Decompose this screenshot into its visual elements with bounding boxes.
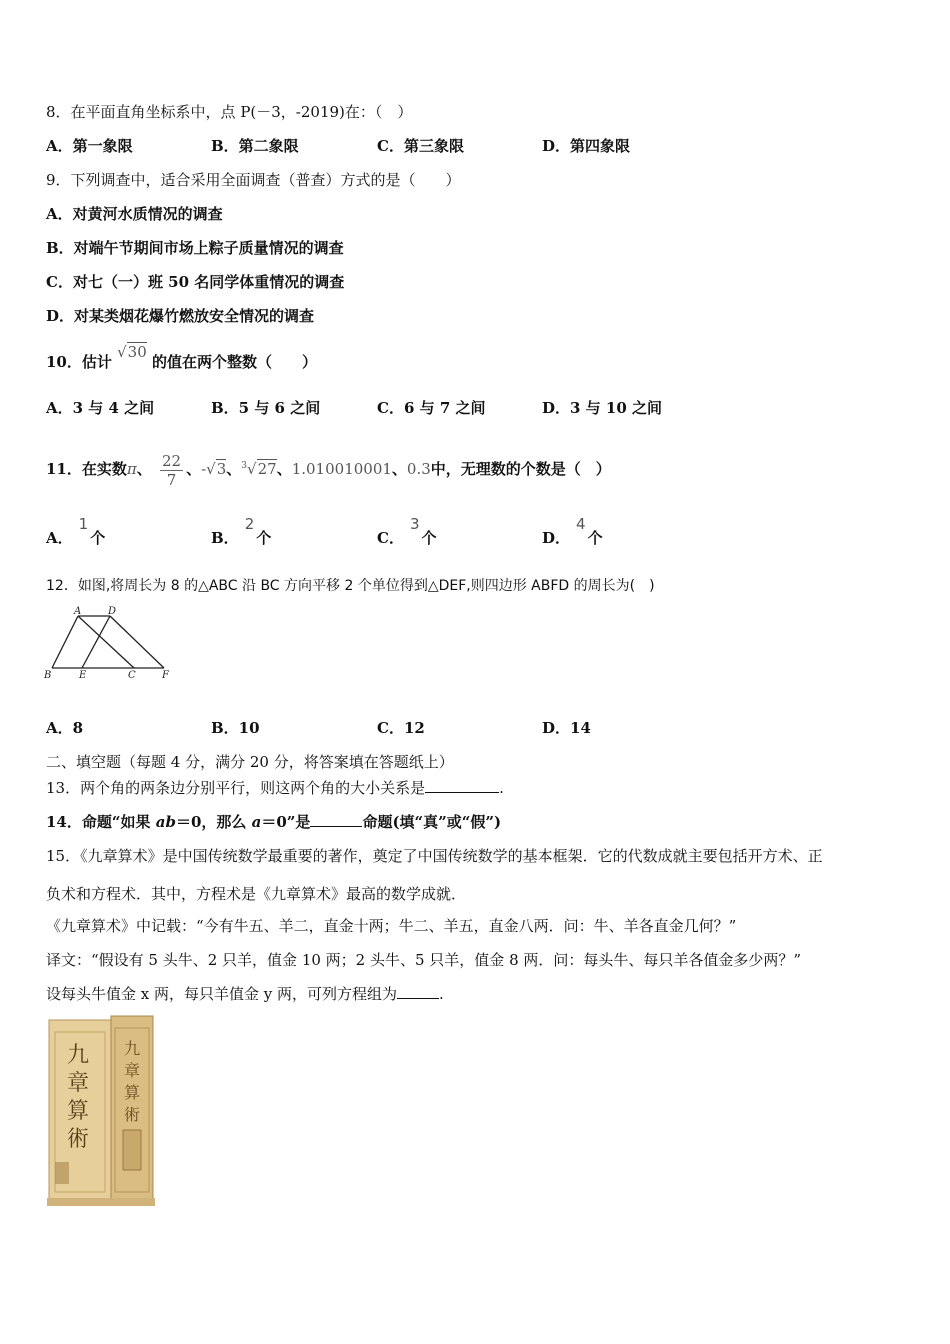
book-cover-char-4: 術 [67,1127,90,1152]
q8-option-b: B．第二象限 [211,137,299,155]
q11-sep-1: 、 [136,460,152,478]
q11-fraction [160,452,183,489]
question-15-line-2: 负术和方程术．其中，方程术是《九章算术》最高的数学成就． [46,885,467,903]
q8-option-a: A．第一象限 [46,137,133,155]
q12-option-c: C．12 [377,719,425,737]
question-15-line-5: 设每头牛值金 x 两，每只羊值金 y 两，可列方程组为 . [46,985,444,1003]
q14-answer-blank [310,812,362,827]
svg-text:術: 術 [124,1105,141,1124]
label-d: D [108,606,117,617]
label-a: A [74,606,82,617]
q11-option-a: A．1个 [46,515,106,547]
question-11-stem [46,446,611,489]
q12-option-d: D．14 [542,719,591,737]
q10-prefix: 10．估计 [46,353,112,371]
label-f: F [162,670,169,681]
jiuzhang-suanshu-book-image [45,1012,157,1208]
q11-option-b: B．2个 [211,515,272,547]
q9-option-d: D．对某类烟花爆竹燃放安全情况的调查 [46,307,315,325]
triangle-translation-figure [44,606,184,682]
q9-option-b: B．对端午节期间市场上粽子质量情况的调查 [46,239,344,257]
question-15-line-1: 15．《九章算术》是中国传统数学最重要的著作，奠定了中国传统数学的基本框架．它的代数成就主要包括开方术、正 [46,847,823,865]
q11-decimal-2: 0.3 [406,460,431,478]
q10-option-d: D．3 与 10 之间 [542,399,662,417]
question-9-stem: 9．下列调查中，适合采用全面调查（普查）方式的是（ ） [46,171,461,189]
label-e: E [79,670,87,681]
label-c: C [128,670,136,681]
q10-sqrt: √30 [117,343,147,361]
q10-option-a: A．3 与 4 之间 [46,399,155,417]
label-b: B [44,670,52,681]
q11-neg: - [201,460,207,478]
q14-ab: ab [155,813,176,831]
q10-option-c: C．6 与 7 之间 [377,399,486,417]
q11-sep-4: 、 [276,460,292,478]
q9-option-a: A．对黄河水质情况的调查 [46,205,223,223]
q11-option-c: C．3个 [377,515,437,547]
q8-option-c: C．第三象限 [377,137,464,155]
q10-radicand: 30 [127,343,147,361]
q10-suffix: 的值在两个整数（ ） [152,353,318,371]
q8-option-d: D．第四象限 [542,137,631,155]
q9-option-c: C．对七（一）班 50 名同学体重情况的调查 [46,273,345,291]
q11-frac-num: 22 [161,451,182,470]
question-13: 13．两个角的两条边分别平行，则这两个角的大小关系是 . [46,779,504,797]
svg-text:算: 算 [124,1083,141,1102]
q11-sep-2: 、 [186,460,202,478]
q15-answer-blank [397,984,439,999]
section-2-heading: 二、填空题（每题 4 分，满分 20 分，将答案填在答题纸上） [46,753,454,771]
question-15-line-3: 《九章算术》中记载：“今有牛五、羊二，直金十两；牛二、羊五，直金八两．问：牛、羊各直金几何？” [46,917,737,935]
q11-pi: π [126,460,137,478]
q11-prefix: 11．在实数 [46,460,127,478]
question-14: 14．命题“如果 ab＝0，那么 a＝0”是 命题(填“真”或“假”) [46,813,502,831]
question-8-stem: 8．在平面直角坐标系中，点 P(－3，-2019)在：（ ） [46,103,413,121]
svg-text:九: 九 [124,1039,141,1058]
q13-answer-blank [425,778,499,793]
question-10-stem [46,343,318,372]
question-15-line-4: 译文：“假设有 5 头牛、2 只羊，值金 10 两；2 头牛、5 只羊，值金 8 两．问：每头牛、每只羊各值金多少两？” [46,951,802,969]
q11-option-d: D．4个 [542,515,603,547]
q10-option-b: B．5 与 6 之间 [211,399,321,417]
q11-suffix: 中，无理数的个数是（ ） [430,460,611,478]
book-cover-char-3: 算 [67,1099,90,1124]
segment-df [110,616,164,668]
q14-a: a [251,813,262,831]
q11-cbrt-rad: 27 [257,460,277,478]
q11-sep-3: 、 [226,460,242,478]
segment-ab [52,616,78,668]
q11-sep-5: 、 [391,460,407,478]
question-12-stem: 12．如图,将周长为 8 的△ABC 沿 BC 方向平移 2 个单位得到△DEF,则四边形 ABFD 的周长为( ) [46,578,655,594]
book-cover-char-1: 九 [67,1043,90,1068]
q12-option-b: B．10 [211,719,260,737]
q11-cbrt-index: 3 [241,461,248,471]
q11-decimal-1: 1.010010001 [291,460,392,478]
q11-frac-den: 7 [166,470,177,489]
svg-text:章: 章 [124,1061,141,1080]
q12-option-a: A．8 [46,719,84,737]
q11-cbrt: $^3$√27 [241,460,277,478]
q11-sqrt3: √3 [206,460,227,478]
book-cover-char-2: 章 [67,1071,90,1096]
